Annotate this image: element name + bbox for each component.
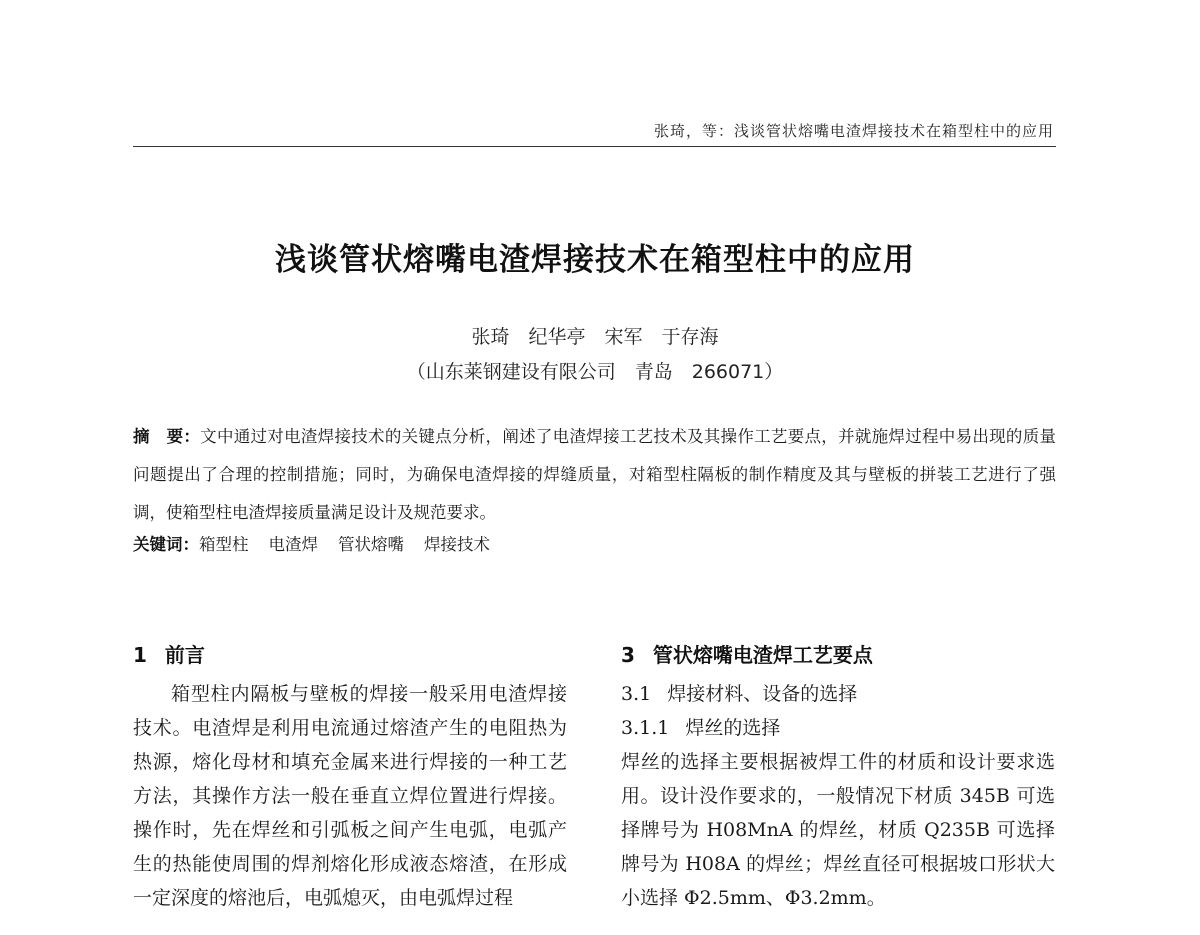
authors: 张琦 纪华亭 宋军 于存海 (471, 326, 719, 348)
subsubsection-title: 焊丝的选择 (685, 717, 781, 739)
keyword-item: 焊接技术 (424, 535, 490, 554)
section-title: 前言 (164, 643, 205, 667)
keyword-item: 电渣焊 (268, 535, 318, 554)
subsection-number: 3.1 (621, 683, 652, 705)
section-number: 3 (621, 643, 635, 667)
abstract-label: 摘 要： (133, 427, 201, 446)
keyword-item: 管状熔嘴 (338, 535, 404, 554)
affiliation: （山东莱钢建设有限公司 青岛 266071） (406, 361, 784, 383)
subsubsection-heading (621, 711, 1055, 745)
subsection-title: 焊接材料、设备的选择 (667, 683, 858, 705)
section-title: 管状熔嘴电渣焊工艺要点 (652, 643, 873, 667)
section-number: 1 (133, 643, 147, 667)
abstract-text: 文中通过对电渣焊接技术的关键点分析，阐述了电渣焊接工艺技术及其操作工艺要点，并就施焊过程中易出现的质量问题提出了合理的控制措施；同时，为确保电渣焊接的焊缝质量，对箱型柱隔板的制作精度及其与壁板的拼装工艺进行了强调，使箱型柱电渣焊接质量满足设计及规范要求。 (133, 427, 1057, 522)
keywords (133, 529, 1056, 561)
right-column (621, 637, 1055, 915)
keywords-label: 关键词： (133, 535, 199, 554)
abstract (133, 418, 1056, 532)
paper-title: 浅谈管状熔嘴电渣焊接技术在箱型柱中的应用 (275, 242, 915, 278)
section-heading (133, 637, 567, 677)
header-rule (133, 146, 1056, 147)
left-column (133, 637, 567, 915)
body-paragraph: 箱型柱内隔板与壁板的焊接一般采用电渣焊接技术。电渣焊是利用电流通过熔渣产生的电阻热为热源，熔化母材和填充金属来进行焊接的一种工艺方法，其操作方法一般在垂直立焊位置进行焊接。操作时，先在焊丝和引弧板之间产生电弧，电弧产生的热能使周围的焊剂熔化形成液态熔渣，在形成一定深度的熔池后，电弧熄灭，由电弧焊过程 (133, 683, 567, 909)
section-heading (621, 637, 1055, 677)
running-header: 张琦，等：浅谈管状熔嘴电渣焊接技术在箱型柱中的应用 (653, 122, 1054, 140)
keyword-item: 箱型柱 (199, 535, 249, 554)
body-paragraph: 焊丝的选择主要根据被焊工件的材质和设计要求选用。设计没作要求的，一般情况下材质 345B 可选择牌号为 H08MnA 的焊丝，材质 Q235B 可选择牌号为 H08A 的焊丝；焊丝直径可根据坡口形状大小选择 Φ2.5mm、Φ3.2mm。 (621, 751, 1055, 909)
subsection-heading (621, 677, 1055, 711)
subsubsection-number: 3.1.1 (621, 717, 670, 739)
